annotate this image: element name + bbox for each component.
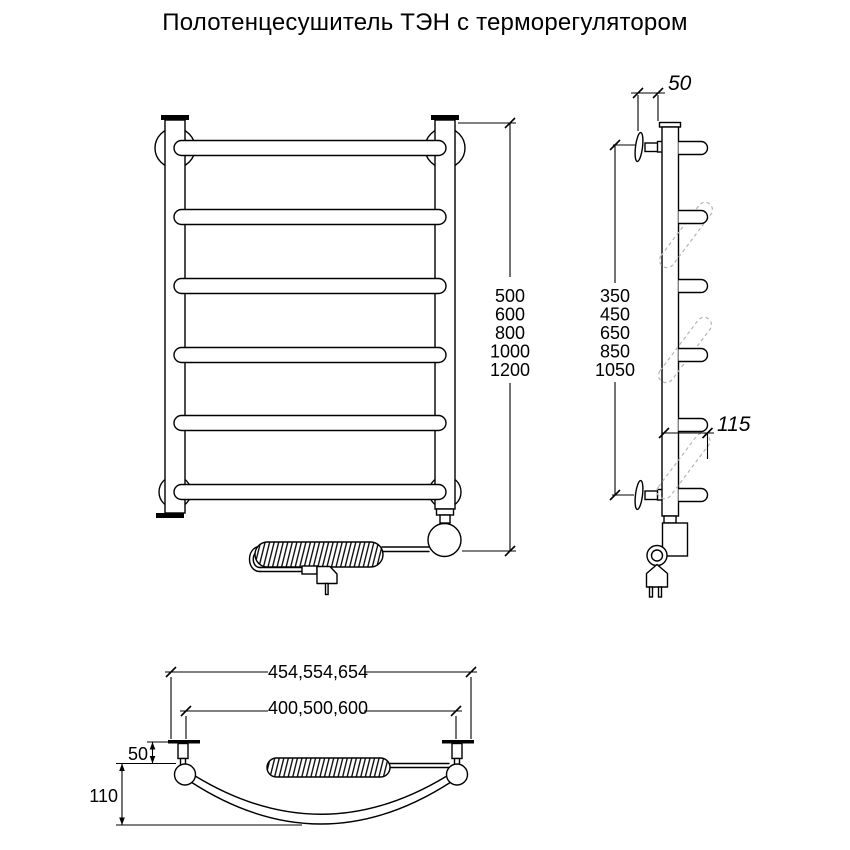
heater-neck xyxy=(664,516,676,523)
bracket-stem xyxy=(645,491,658,500)
front-height-labels xyxy=(490,286,530,380)
side-view xyxy=(595,72,751,597)
height-label: 450 xyxy=(599,304,631,325)
front-bar xyxy=(174,416,446,431)
wall-offset-label: 50 xyxy=(668,72,692,95)
wall-flange xyxy=(634,480,644,510)
heater-neck xyxy=(440,515,450,523)
post-top-cap xyxy=(161,115,189,120)
post-ball xyxy=(447,764,468,785)
plug-connector xyxy=(302,566,317,574)
curved-bar xyxy=(196,777,446,815)
front-post-left xyxy=(165,120,185,513)
cord-ring xyxy=(652,550,663,561)
side-post xyxy=(662,127,679,516)
dim-arrow xyxy=(150,742,156,750)
post-bottom-cap xyxy=(156,513,184,518)
curved-bar xyxy=(191,782,451,824)
height-label: 1200 xyxy=(489,360,531,380)
height-label: 350 xyxy=(599,286,631,306)
side-bar xyxy=(679,211,708,224)
bottom-view xyxy=(89,662,477,825)
side-bar xyxy=(679,142,708,155)
side-bar xyxy=(679,349,708,362)
front-bar xyxy=(174,141,446,156)
height-label: 600 xyxy=(494,304,526,325)
height-label: 1050 xyxy=(594,360,636,380)
plug-body xyxy=(317,567,337,584)
front-post-right xyxy=(435,120,455,509)
drawing-title: Полотенцесушитель ТЭН с терморегулятором xyxy=(162,9,688,36)
bracket-stem xyxy=(645,143,658,152)
outer-width-label: 454,554,654 xyxy=(267,662,369,682)
plug-body xyxy=(647,565,668,588)
side-bar xyxy=(679,419,708,432)
depth-label: 110 xyxy=(89,786,118,806)
bracket-stem xyxy=(452,744,462,759)
post-ball xyxy=(175,764,196,785)
front-view xyxy=(155,115,530,595)
bar-length-label: 115 xyxy=(717,413,751,436)
wall-flange xyxy=(634,132,644,162)
dim-arrow xyxy=(119,764,125,772)
bracket-stem xyxy=(178,744,188,759)
height-label: 1000 xyxy=(489,341,531,362)
side-height-labels xyxy=(595,286,635,380)
side-bar xyxy=(679,280,708,293)
height-label: 500 xyxy=(494,286,526,306)
side-bar xyxy=(679,489,708,502)
front-bar xyxy=(174,279,446,294)
plug-prong xyxy=(326,584,329,595)
dim-arrow xyxy=(150,756,156,764)
post-top-cap xyxy=(431,115,459,120)
plug-prong xyxy=(650,587,653,597)
height-label: 800 xyxy=(494,323,526,343)
thermostat-knob xyxy=(428,524,461,557)
front-bar xyxy=(174,348,446,363)
height-label: 650 xyxy=(599,323,631,343)
height-label: 850 xyxy=(599,341,631,362)
heater-neck xyxy=(437,509,454,515)
dim-arrow xyxy=(119,818,125,826)
inner-width-label: 400,500,600 xyxy=(267,698,369,718)
front-bar xyxy=(174,210,446,225)
plug-prong xyxy=(659,587,662,597)
bracket-offset-label: 50 xyxy=(127,744,148,764)
cord-coil xyxy=(255,542,383,567)
front-bar xyxy=(174,485,446,500)
cord-coil xyxy=(267,758,390,777)
